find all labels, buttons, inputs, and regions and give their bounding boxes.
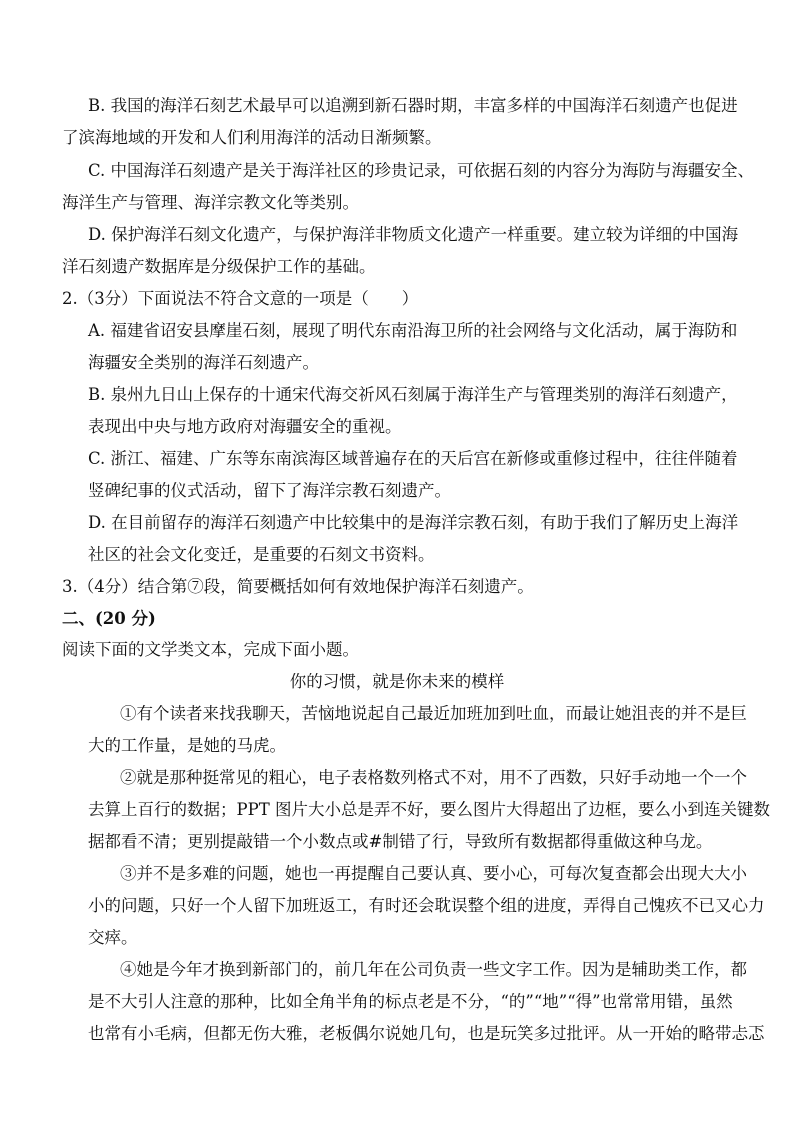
q2-option-b-line-1: B. 泉州九日山上保存的十通宋代海交祈风石刻属于海洋生产与管理类别的海洋石刻遗产， [88, 385, 738, 404]
option-b-line-1: B. 我国的海洋石刻艺术最早可以追溯到新石器时期，丰富多样的中国海洋石刻遗产也促进 [88, 96, 738, 115]
paragraph-3-line-3: 交瘁。 [88, 928, 138, 947]
paragraph-3-line-1: ③并不是多难的问题，她也一再提醒自己要认真、要小心，可每次复查都会出现大大小 [120, 864, 747, 883]
q2-option-c-line-2: 竖碑纪事的仪式活动，留下了海洋宗教石刻遗产。 [88, 481, 451, 500]
paragraph-3-line-2: 小的问题，只好一个人留下加班返工，有时还会耽误整个组的进度，弄得自己愧疚不已又心力 [88, 896, 765, 915]
paragraph-1-line-2: 大的工作量，是她的马虎。 [88, 736, 286, 755]
paragraph-2-line-2: 去算上百行的数据；PPT 图片大小总是弄不好，要么图片大得超出了边框，要么小到连关键数 [88, 800, 770, 819]
option-b-line-2: 了滨海地域的开发和人们利用海洋的活动日渐频繁。 [62, 128, 442, 147]
q2-option-d-line-1: D. 在目前留存的海洋石刻遗产中比较集中的是海洋宗教石刻，有助于我们了解历史上海洋 [88, 513, 739, 532]
q2-option-a-line-2: 海疆安全类别的海洋石刻遗产。 [88, 353, 319, 372]
question-2-stem: 2.（3分）下面说法不符合文意的一项是（ ） [62, 289, 419, 308]
option-c-line-1: C. 中国海洋石刻遗产是关于海洋社区的珍贵记录，可依据石刻的内容分为海防与海疆安全、 [88, 161, 755, 180]
article-title: 你的习惯，就是你未来的模样 [289, 672, 505, 691]
q2-option-b-line-2: 表现出中央与地方政府对海疆安全的重视。 [88, 417, 402, 436]
q2-option-a-line-1: A. 福建省诏安县摩崖石刻，展现了明代东南沿海卫所的社会网络与文化活动，属于海防和 [88, 321, 738, 340]
paragraph-4-line-3: 也常有小毛病，但都无伤大雅，老板偶尔说她几句，也是玩笑多过批评。从一开始的略带忐忑 [88, 1024, 765, 1043]
option-c-line-2: 海洋生产与管理、海洋宗教文化等类别。 [62, 193, 359, 212]
question-3: 3.（4分）结合第⑦段，简要概括如何有效地保护海洋石刻遗产。 [62, 577, 534, 596]
section-2-instruction: 阅读下面的文学类文本，完成下面小题。 [62, 640, 359, 659]
paragraph-4-line-2: 是不大引人注意的那种，比如全角半角的标点老是不分，“的”“地”“得”也常常用错，虽然 [88, 992, 733, 1011]
section-2-heading: 二、(20 分) [62, 609, 156, 628]
paragraph-2-line-3: 据都看不清；更别提敲错一个小数点或#制错了行，导致所有数据都得重做这种乌龙。 [88, 832, 713, 851]
paragraph-2-line-1: ②就是那种挺常见的粗心，电子表格数列格式不对，用不了西数，只好手动地一个一个 [120, 768, 747, 787]
q2-option-d-line-2: 社区的社会文化变迁，是重要的石刻文书资料。 [88, 545, 435, 564]
q2-option-c-line-1: C. 浙江、福建、广东等东南滨海区域普遍存在的天后宫在新修或重修过程中，往往伴随着 [88, 449, 738, 468]
option-d-line-2: 洋石刻遗产数据库是分级保护工作的基础。 [62, 257, 376, 276]
paragraph-4-line-1: ④她是今年才换到新部门的，前几年在公司负责一些文字工作。因为是辅助类工作，都 [120, 960, 747, 979]
paragraph-1-line-1: ①有个读者来找我聊天，苦恼地说起自己最近加班加到吐血，而最让她沮丧的并不是巨 [120, 704, 747, 723]
option-d-line-1: D. 保护海洋石刻文化遗产，与保护海洋非物质文化遗产一样重要。建立较为详细的中国海 [88, 225, 739, 244]
